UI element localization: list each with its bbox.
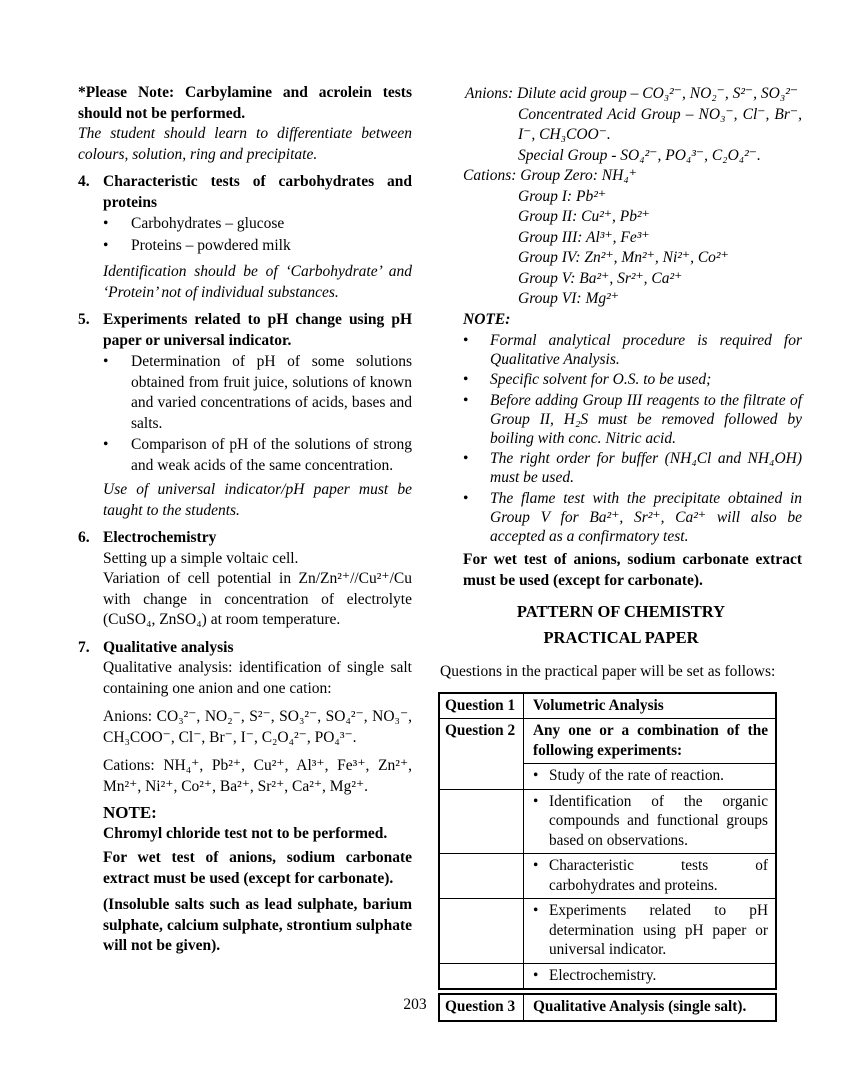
note-line: For wet test of anions, sodium carbonate extract must be used (except for carbonate). bbox=[103, 849, 412, 887]
item-6-line: Variation of cell potential in Zn/Zn²⁺//Cu²⁺/Cu with change in concentration of electrolyte (CuSO₄, ZnSO₄) at room temperature. bbox=[103, 570, 412, 628]
question-content bbox=[524, 790, 775, 854]
question-content bbox=[524, 899, 775, 963]
list-item bbox=[463, 391, 802, 449]
list-item-text: Specific solvent for O.S. to be used; bbox=[490, 371, 712, 389]
item-4-note: Identification should be of ‘Carbohydrate’ and ‘Protein’ not of individual substances. bbox=[103, 263, 412, 301]
wet-test-note: For wet test of anions, sodium carbonate extract must be used (except for carbonate). bbox=[463, 551, 802, 589]
list-item-text: Experiments related to pH determination using pH paper or universal indicator. bbox=[549, 902, 768, 959]
cation-group: Group III: Al³⁺, Fe³⁺ bbox=[518, 228, 650, 246]
list-item bbox=[533, 901, 768, 960]
list-item-text: Electrochemistry. bbox=[549, 966, 657, 984]
anions-dilute-group: Anions: Dilute acid group – CO₃²⁻, NO₂⁻, S²⁻, SO₃²⁻ bbox=[465, 85, 799, 102]
item-5-title: Experiments related to pH change using pH paper or universal indicator. bbox=[103, 311, 412, 349]
special-group: Special Group - SO₄²⁻, PO₄³⁻, C₂O₄²⁻. bbox=[518, 146, 761, 164]
cation-group: Group II: Cu²⁺, Pb²⁺ bbox=[518, 208, 650, 225]
bullet-marker: • bbox=[103, 215, 109, 232]
bullet-marker: • bbox=[463, 371, 469, 389]
bullet-marker: • bbox=[533, 857, 539, 875]
bullet-marker: • bbox=[533, 966, 539, 984]
questions-intro: Questions in the practical paper will be set as follows: bbox=[440, 663, 776, 681]
list-item bbox=[103, 352, 412, 434]
item-4-number: 4. bbox=[78, 173, 90, 190]
pattern-title-line1: PATTERN OF CHEMISTRY bbox=[516, 602, 726, 622]
list-item bbox=[103, 236, 412, 257]
list-item bbox=[463, 331, 802, 369]
question-label bbox=[440, 899, 524, 963]
list-item bbox=[103, 214, 412, 235]
note-label: NOTE: bbox=[463, 310, 511, 328]
bullet-marker: • bbox=[533, 902, 539, 920]
table-row bbox=[440, 694, 775, 719]
table-sub-row bbox=[524, 764, 775, 789]
cation-group: Group IV: Zn²⁺, Mn²⁺, Ni²⁺, Co²⁺ bbox=[518, 249, 729, 266]
bullet-marker: • bbox=[103, 236, 109, 254]
cation-group: Group I: Pb²⁺ bbox=[518, 187, 607, 205]
table-row bbox=[440, 963, 775, 989]
question-content bbox=[524, 854, 775, 898]
pattern-title-line2: PRACTICAL PAPER bbox=[543, 628, 699, 648]
bullet-marker: • bbox=[463, 332, 469, 349]
question-content: Volumetric Analysis bbox=[533, 696, 664, 714]
item-6-line: Setting up a simple voltaic cell. bbox=[103, 549, 299, 567]
question-2-header: Any one or a combination of the following experiments: bbox=[524, 719, 775, 764]
table-row bbox=[440, 718, 775, 789]
list-item bbox=[103, 435, 412, 476]
syllabus-item-4 bbox=[78, 172, 412, 303]
syllabus-item-7 bbox=[78, 638, 412, 957]
list-item-text: Study of the rate of reaction. bbox=[549, 767, 725, 785]
bullet-marker: • bbox=[533, 792, 539, 810]
list-item-text: Determination of pH of some solutions obtained from fruit juice, solutions of known and varied concentrations of acids, bases and salts. bbox=[131, 353, 412, 432]
bullet-marker: • bbox=[533, 767, 539, 785]
question-label: Question 3 bbox=[440, 995, 524, 1020]
note-bullet-list bbox=[440, 331, 802, 546]
cation-group: Group VI: Mg²⁺ bbox=[518, 290, 619, 307]
question-content bbox=[524, 719, 775, 789]
item-5-number: 5. bbox=[78, 311, 90, 328]
list-item-text: Before adding Group III reagents to the filtrate of Group II, H₂S must be removed followed by boiling with conc. Nitric acid. bbox=[490, 391, 802, 448]
list-item-text: The flame test with the precipitate obtained in Group V for Ba²⁺, Sr²⁺, Ca²⁺ will also be accepted as a confirmatory test. bbox=[490, 489, 802, 546]
list-item-text: Proteins – powdered milk bbox=[131, 236, 291, 254]
item-7-number: 7. bbox=[78, 638, 90, 656]
item-4-body bbox=[103, 172, 412, 303]
pattern-table bbox=[438, 692, 777, 991]
list-item bbox=[533, 766, 768, 786]
list-item bbox=[533, 966, 768, 986]
list-item bbox=[533, 856, 768, 895]
cations-group-zero: Cations: Group Zero: NH₄⁺ bbox=[463, 167, 637, 184]
bullet-marker: • bbox=[463, 391, 469, 409]
list-item-text: Identification of the organic compounds and functional groups based on observations. bbox=[549, 792, 768, 849]
cation-group: Group V: Ba²⁺, Sr²⁺, Ca²⁺ bbox=[518, 269, 683, 287]
concentrated-acid-group: Concentrated Acid Group – NO₃⁻, Cl⁻, Br⁻, I⁻, CH₃COO⁻. bbox=[518, 105, 802, 143]
item-6-number: 6. bbox=[78, 529, 90, 546]
list-item-text: Comparison of pH of the solutions of strong and weak acids of the same concentration. bbox=[131, 436, 412, 474]
syllabus-item-6 bbox=[78, 528, 412, 631]
list-item-text: Carbohydrates – glucose bbox=[131, 215, 285, 232]
item-7-title: Qualitative analysis bbox=[103, 638, 234, 656]
right-column bbox=[440, 84, 802, 1022]
list-item bbox=[463, 489, 802, 547]
item-4-title: Characteristic tests of carbohydrates and proteins bbox=[103, 173, 412, 211]
note-line: (Insoluble salts such as lead sulphate, barium sulphate, calcium sulphate, strontium sulphate will not be given). bbox=[103, 896, 412, 954]
item-6-title: Electrochemistry bbox=[103, 529, 217, 546]
list-item bbox=[463, 370, 802, 389]
note-line: Chromyl chloride test not to be performed. bbox=[103, 824, 388, 842]
anions-list: Anions: CO₃²⁻, NO₂⁻, S²⁻, SO₃²⁻, SO₄²⁻, NO₃⁻, CH₃COO⁻, Cl⁻, Br⁻, I⁻, C₂O₄²⁻, PO₄³⁻. bbox=[103, 708, 412, 746]
page-number: 203 bbox=[403, 996, 427, 1013]
item-5-body bbox=[103, 310, 412, 521]
bullet-marker: • bbox=[103, 353, 109, 370]
question-label: Question 1 bbox=[440, 694, 524, 719]
left-column bbox=[78, 83, 412, 957]
question-label bbox=[440, 790, 524, 854]
question-label bbox=[440, 964, 524, 989]
item-6-body bbox=[103, 528, 412, 631]
please-note-heading: *Please Note: Carbylamine and acrolein tests should not be performed. bbox=[78, 84, 412, 122]
table-row bbox=[440, 853, 775, 898]
note-label: NOTE: bbox=[103, 803, 157, 822]
cations-list: Cations: NH₄⁺, Pb²⁺, Cu²⁺, Al³⁺, Fe³⁺, Zn²⁺, Mn²⁺, Ni²⁺, Co²⁺, Ba²⁺, Sr²⁺, Ca²⁺, Mg²⁺. bbox=[103, 757, 412, 795]
item-7-body bbox=[103, 638, 412, 957]
bullet-marker: • bbox=[463, 489, 469, 507]
list-item-text: Characteristic tests of carbohydrates and proteins. bbox=[549, 857, 768, 894]
table-row bbox=[440, 789, 775, 854]
syllabus-item-5 bbox=[78, 310, 412, 521]
list-item-text: The right order for buffer (NH₄Cl and NH₄OH) must be used. bbox=[490, 450, 802, 487]
question-content: Qualitative Analysis (single salt). bbox=[533, 998, 747, 1016]
please-note-detail: The student should learn to differentiate between colours, solution, ring and precipitate. bbox=[78, 125, 412, 163]
table-row bbox=[440, 898, 775, 963]
list-item-text: Formal analytical procedure is required for Qualitative Analysis. bbox=[490, 332, 802, 369]
item-7-intro: Qualitative analysis: identification of single salt containing one anion and one cation: bbox=[103, 659, 412, 697]
question-label: Question 2 bbox=[440, 719, 524, 789]
question-content bbox=[524, 964, 775, 989]
list-item bbox=[463, 449, 802, 487]
question-label bbox=[440, 854, 524, 898]
item-5-note: Use of universal indicator/pH paper must be taught to the students. bbox=[103, 481, 412, 519]
bullet-marker: • bbox=[103, 436, 109, 453]
bullet-marker: • bbox=[463, 450, 469, 468]
list-item bbox=[533, 792, 768, 851]
